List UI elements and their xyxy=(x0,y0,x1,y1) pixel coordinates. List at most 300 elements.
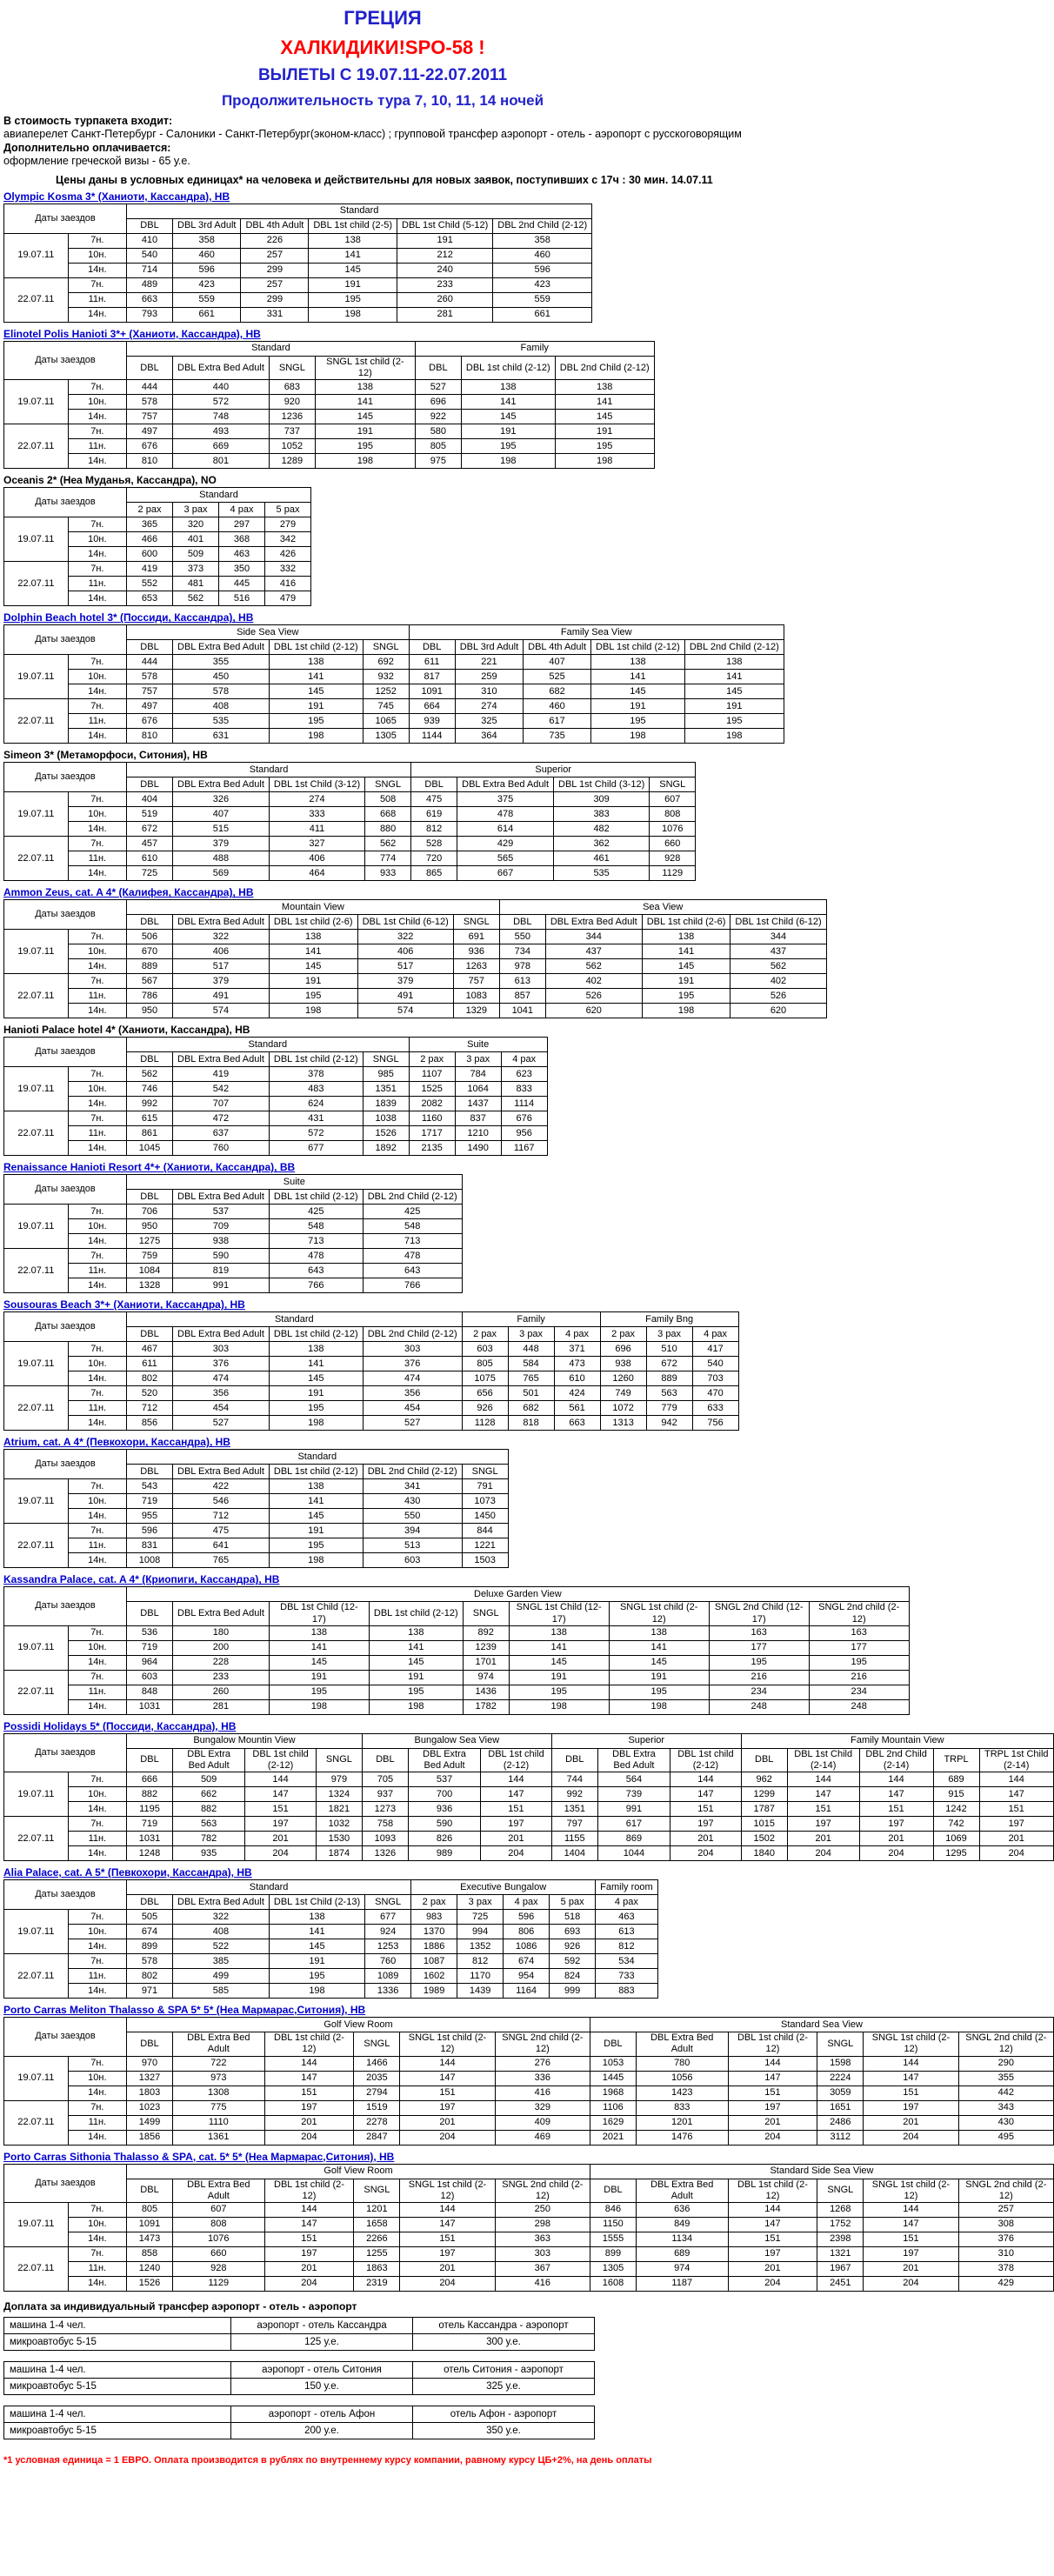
price-value: 2398 xyxy=(817,2232,864,2246)
price-value: 1821 xyxy=(316,1802,362,1817)
nights-count: 7н. xyxy=(68,1067,126,1082)
price-value: 376 xyxy=(363,1357,462,1371)
price-value: 676 xyxy=(501,1111,547,1126)
price-value: 1044 xyxy=(597,1846,670,1861)
dates-column-header: Даты заездов xyxy=(4,204,127,234)
hotel-title-link[interactable]: Porto Carras Meliton Thalasso & SPA 5* 5* (Неа Мармарас,Ситония), НВ xyxy=(3,2004,366,2017)
hotel-price-table xyxy=(3,1037,548,1156)
room-category-header: Family xyxy=(462,1312,600,1327)
price-value: 454 xyxy=(363,1401,462,1416)
rate-column-header: 2 pax xyxy=(600,1327,646,1342)
room-category-header: Mountain View xyxy=(127,900,500,915)
price-value: 1466 xyxy=(354,2056,400,2071)
price-value: 766 xyxy=(363,1278,462,1293)
checkin-date: 19.07.11 xyxy=(4,380,69,424)
checkin-date: 19.07.11 xyxy=(4,2056,69,2100)
nights-count: 7н. xyxy=(68,699,126,714)
price-value: 303 xyxy=(173,1342,270,1357)
price-value: 607 xyxy=(650,792,696,807)
rate-column-header: DBL 1st Child (6-12) xyxy=(730,915,826,930)
nights-count: 10н. xyxy=(68,1357,126,1371)
nights-count: 11н. xyxy=(68,989,126,1004)
price-value: 138 xyxy=(269,655,363,670)
price-value: 138 xyxy=(609,1625,709,1640)
price-value: 1503 xyxy=(462,1553,508,1568)
price-value: 191 xyxy=(555,424,654,439)
price-value: 491 xyxy=(173,989,270,1004)
price-value: 195 xyxy=(591,714,685,729)
price-value: 1031 xyxy=(127,1699,173,1714)
price-value: 810 xyxy=(127,454,173,469)
price-value: 144 xyxy=(859,1772,933,1787)
price-value: 204 xyxy=(728,2276,817,2291)
price-value: 1073 xyxy=(462,1494,508,1509)
nights-count: 10н. xyxy=(68,1494,126,1509)
price-value: 138 xyxy=(555,380,654,395)
price-value: 592 xyxy=(550,1954,596,1969)
price-value: 144 xyxy=(264,2202,354,2217)
room-category-header: Suite xyxy=(127,1175,463,1190)
price-value: 703 xyxy=(692,1371,738,1386)
price-value: 144 xyxy=(787,1772,859,1787)
price-value: 806 xyxy=(504,1925,550,1939)
rate-column-header: DBL 1st child (2-6) xyxy=(269,915,357,930)
hotel-price-table xyxy=(3,487,311,606)
price-value: 195 xyxy=(684,714,784,729)
price-value: 1252 xyxy=(363,684,409,699)
includes-label: В стоимость турпакета входит: xyxy=(3,115,173,127)
price-value: 1114 xyxy=(501,1097,547,1111)
price-value: 425 xyxy=(363,1205,462,1219)
extra-pay-label: Дополнительно оплачивается: xyxy=(3,142,171,154)
price-value: 1253 xyxy=(365,1939,411,1954)
price-value: 144 xyxy=(728,2056,817,2071)
vehicle-car-label: машина 1-4 чел. xyxy=(4,2406,231,2422)
price-value: 590 xyxy=(173,1249,270,1264)
price-value: 2794 xyxy=(354,2085,400,2100)
price-value: 791 xyxy=(462,1479,508,1494)
price-value: 1052 xyxy=(269,439,315,454)
rate-column-header: DBL xyxy=(127,915,173,930)
hotel-title-link[interactable]: Atrium, cat. A 4* (Певкохори, Кассандра), НВ xyxy=(3,1436,230,1449)
price-value: 1248 xyxy=(127,1846,173,1861)
price-value: 406 xyxy=(173,944,270,959)
price-value: 402 xyxy=(545,974,642,989)
price-value: 674 xyxy=(127,1925,173,1939)
price-value: 147 xyxy=(859,1787,933,1802)
price-value: 540 xyxy=(692,1357,738,1371)
price-value: 942 xyxy=(646,1416,692,1431)
price-value: 1404 xyxy=(551,1846,597,1861)
price-value: 1305 xyxy=(363,729,409,744)
price-value: 151 xyxy=(979,1802,1054,1817)
price-value: 419 xyxy=(173,1067,270,1082)
price-value: 817 xyxy=(409,670,455,684)
price-value: 151 xyxy=(264,2232,354,2246)
room-category-header: Standard xyxy=(127,342,416,357)
price-value: 672 xyxy=(127,822,173,837)
price-value: 138 xyxy=(269,1910,364,1925)
hotel-title-link[interactable]: Alia Palace, cat. A 5* (Певкохори, Кассандра), НВ xyxy=(3,1866,252,1879)
price-value: 674 xyxy=(504,1954,550,1969)
price-value: 1526 xyxy=(363,1126,409,1141)
rate-column-header: SNGL 1st Child (12-17) xyxy=(509,1602,609,1625)
price-value: 1240 xyxy=(127,2261,173,2276)
price-value: 145 xyxy=(509,1655,609,1670)
price-value: 805 xyxy=(415,439,461,454)
price-value: 1701 xyxy=(463,1655,509,1670)
price-value: 749 xyxy=(600,1386,646,1401)
price-value: 775 xyxy=(173,2100,265,2115)
rate-column-header: DBL xyxy=(127,1190,173,1205)
price-value: 195 xyxy=(461,439,555,454)
hotel-title-link[interactable]: Ammon Zeus, cat. A 4* (Калифея, Кассандра), НВ xyxy=(3,886,254,899)
price-value: 138 xyxy=(269,930,357,944)
price-value: 713 xyxy=(363,1234,462,1249)
price-value: 257 xyxy=(958,2202,1053,2217)
price-value: 693 xyxy=(550,1925,596,1939)
price-value: 138 xyxy=(591,655,685,670)
price-value: 515 xyxy=(173,822,270,837)
rate-column-header: DBL xyxy=(741,1748,787,1772)
nights-count: 11н. xyxy=(68,577,126,591)
rate-column-header: 5 pax xyxy=(550,1895,596,1910)
rate-column-header: 4 pax xyxy=(501,1052,547,1067)
currency-footnote: *1 условная единица = 1 ЕВРО. Оплата производится в рублях по внутреннему курсу компании, равному курсу ЦБ+2%, на день оплаты xyxy=(3,2454,652,2466)
price-value: 2035 xyxy=(354,2071,400,2085)
price-value: 138 xyxy=(315,380,415,395)
price-value: 1289 xyxy=(269,454,315,469)
price-value: 833 xyxy=(501,1082,547,1097)
price-value: 470 xyxy=(692,1386,738,1401)
price-value: 1658 xyxy=(354,2217,400,2232)
rate-column-header: SNGL xyxy=(463,1602,509,1625)
hotel-title-link[interactable]: Renaissance Hanioti Resort 4*+ (Ханиоти, Кассандра), ВВ xyxy=(3,1161,296,1174)
price-value: 526 xyxy=(730,989,826,1004)
price-value: 765 xyxy=(173,1553,270,1568)
room-category-header: Deluxe Garden View xyxy=(127,1587,910,1602)
rate-column-header: DBL 3rd Adult xyxy=(455,640,523,655)
price-value: 691 xyxy=(453,930,499,944)
price-value: 637 xyxy=(173,1126,270,1141)
price-value: 191 xyxy=(509,1670,609,1685)
price-value: 1129 xyxy=(173,2276,265,2291)
checkin-date: 22.07.11 xyxy=(4,1670,69,1714)
price-value: 808 xyxy=(173,2217,265,2232)
price-value: 257 xyxy=(241,249,309,264)
price-value: 147 xyxy=(864,2217,958,2232)
price-value: 204 xyxy=(400,2130,495,2145)
price-value: 198 xyxy=(315,454,415,469)
price-value: 613 xyxy=(596,1925,658,1939)
price-value: 527 xyxy=(363,1416,462,1431)
price-value: 1967 xyxy=(817,2261,864,2276)
price-value: 812 xyxy=(596,1939,658,1954)
rate-column-header: 2 pax xyxy=(462,1327,508,1342)
price-value: 141 xyxy=(315,395,415,410)
price-value: 201 xyxy=(728,2115,817,2130)
price-value: 416 xyxy=(265,577,311,591)
price-value: 489 xyxy=(127,278,173,293)
nights-count: 7н. xyxy=(68,562,126,577)
price-value: 145 xyxy=(269,1939,364,1954)
rate-column-header: DBL Extra Bed Adult xyxy=(173,2179,265,2202)
hotel-price-table xyxy=(3,204,592,323)
price-value: 643 xyxy=(269,1264,363,1278)
price-value: 1065 xyxy=(363,714,409,729)
price-value: 488 xyxy=(173,851,270,866)
price-value: 950 xyxy=(127,1004,173,1018)
price-value: 1856 xyxy=(127,2130,173,2145)
price-value: 1352 xyxy=(457,1939,504,1954)
price-value: 670 xyxy=(127,944,173,959)
price-value: 765 xyxy=(508,1371,554,1386)
rate-column-header: DBL 1st Child (5-12) xyxy=(397,219,493,234)
price-value: 379 xyxy=(173,837,270,851)
rate-column-header: DBL xyxy=(127,2032,173,2056)
price-value: 430 xyxy=(363,1494,462,1509)
price-value: 141 xyxy=(461,395,555,410)
price-value: 201 xyxy=(245,1832,317,1846)
price-value: 448 xyxy=(508,1342,554,1357)
price-value: 517 xyxy=(173,959,270,974)
price-value: 1525 xyxy=(409,1082,455,1097)
price-value: 1321 xyxy=(817,2246,864,2261)
price-value: 682 xyxy=(524,684,591,699)
checkin-date: 22.07.11 xyxy=(4,562,69,606)
price-value: 991 xyxy=(173,1278,270,1293)
price-value: 805 xyxy=(462,1357,508,1371)
rate-column-header: SNGL xyxy=(453,915,499,930)
price-value: 1351 xyxy=(363,1082,409,1097)
title-promo-spo: ХАЛКИДИКИ!SPO-58 ! xyxy=(280,37,485,58)
nights-count: 14н. xyxy=(68,2130,126,2145)
price-value: 1221 xyxy=(462,1538,508,1553)
price-value: 882 xyxy=(173,1802,245,1817)
rate-column-header: SNGL xyxy=(650,777,696,792)
rate-column-header: DBL Extra Bed Adult xyxy=(173,640,270,655)
rate-column-header: DBL 2nd Child (2-12) xyxy=(363,1465,462,1479)
price-value: 550 xyxy=(363,1509,462,1524)
rate-column-header: SNGL xyxy=(817,2179,864,2202)
hotel-price-table xyxy=(3,1311,739,1431)
price-value: 849 xyxy=(636,2217,728,2232)
nights-count: 7н. xyxy=(68,930,126,944)
price-value: 358 xyxy=(493,234,592,249)
price-value: 344 xyxy=(730,930,826,944)
price-value: 141 xyxy=(309,249,397,264)
price-value: 1874 xyxy=(316,1846,362,1861)
price-value: 526 xyxy=(545,989,642,1004)
price-value: 233 xyxy=(173,1670,270,1685)
nights-count: 14н. xyxy=(68,1278,126,1293)
checkin-date: 19.07.11 xyxy=(4,1625,69,1670)
hotel-price-table xyxy=(3,1174,463,1293)
hotel-title-link[interactable]: Dolphin Beach hotel 3* (Поссиди, Кассандра), НВ xyxy=(3,611,254,624)
price-value: 1087 xyxy=(411,1954,457,1969)
price-value: 542 xyxy=(173,1082,270,1097)
hotel-title-link[interactable]: Possidi Holidays 5* (Поссиди, Кассандра), НВ xyxy=(3,1719,237,1732)
rate-column-header: SNGL 2nd child (2-12) xyxy=(495,2032,590,2056)
price-value: 417 xyxy=(692,1342,738,1357)
hotel-title-link[interactable]: Elinotel Polis Hanioti 3*+ (Ханиоти, Кассандра), НВ xyxy=(3,328,261,340)
hotel-price-table xyxy=(3,2164,1054,2292)
price-value: 402 xyxy=(730,974,826,989)
rate-column-header: SNGL xyxy=(817,2032,864,2056)
rate-column-header: SNGL xyxy=(354,2179,400,2202)
rate-column-header: SNGL xyxy=(316,1748,362,1772)
price-value: 546 xyxy=(173,1494,270,1509)
price-value: 198 xyxy=(269,729,363,744)
nights-count: 7н. xyxy=(68,380,126,395)
price-value: 408 xyxy=(173,699,270,714)
price-value: 1423 xyxy=(636,2085,728,2100)
rate-column-header: DBL 1st Child (2-14) xyxy=(787,1748,859,1772)
price-value: 510 xyxy=(646,1342,692,1357)
hotel-title-link[interactable]: Kassandra Palace, cat. A 4* (Криопиги, Кассандра), НВ xyxy=(3,1573,280,1586)
price-value: 748 xyxy=(173,410,270,424)
rate-column-header: 3 pax xyxy=(173,503,219,517)
price-value: 739 xyxy=(597,1787,670,1802)
price-value: 191 xyxy=(269,1386,363,1401)
price-value: 1787 xyxy=(741,1802,787,1817)
price-value: 928 xyxy=(173,2261,265,2276)
nights-count: 7н. xyxy=(68,2056,126,2071)
price-value: 151 xyxy=(670,1802,742,1817)
rate-column-header: DBL xyxy=(499,915,545,930)
price-value: 355 xyxy=(173,655,270,670)
price-value: 1053 xyxy=(590,2056,636,2071)
price-value: 145 xyxy=(269,1509,363,1524)
transfer-price-car: 200 у.е. xyxy=(231,2422,413,2439)
rate-column-header: DBL Extra Bed Adult xyxy=(173,1052,270,1067)
price-value: 1268 xyxy=(817,2202,864,2217)
checkin-date: 19.07.11 xyxy=(4,1067,69,1111)
price-value: 191 xyxy=(397,234,493,249)
rate-column-header: DBL 1st Child (2-13) xyxy=(269,1895,364,1910)
rate-column-header: DBL Extra Bed Adult xyxy=(597,1748,670,1772)
price-value: 356 xyxy=(363,1386,462,1401)
nights-count: 10н. xyxy=(68,807,126,822)
price-value: 310 xyxy=(958,2246,1053,2261)
price-value: 802 xyxy=(127,1371,173,1386)
rate-column-header: 5 pax xyxy=(265,503,311,517)
hotel-price-tables xyxy=(0,190,1054,2292)
checkin-date: 19.07.11 xyxy=(4,234,69,278)
rate-column-header: SNGL xyxy=(354,2032,400,2056)
nights-count: 14н. xyxy=(68,308,126,323)
price-value: 937 xyxy=(362,1787,408,1802)
price-value: 676 xyxy=(127,439,173,454)
room-category-header: Family Sea View xyxy=(409,625,784,640)
price-value: 1008 xyxy=(127,1553,173,1568)
nights-count: 14н. xyxy=(68,1234,126,1249)
price-value: 151 xyxy=(481,1802,552,1817)
price-value: 147 xyxy=(728,2071,817,2085)
rate-column-header: DBL 1st Child (3-12) xyxy=(554,777,650,792)
price-value: 662 xyxy=(173,1787,245,1802)
price-value: 365 xyxy=(127,517,173,532)
hotel-price-table xyxy=(3,1586,910,1714)
nights-count: 11н. xyxy=(68,439,126,454)
price-value: 1134 xyxy=(636,2232,728,2246)
hotel-title-link[interactable]: Sousouras Beach 3*+ (Ханиоти, Кассандра), НВ xyxy=(3,1298,245,1311)
nights-count: 14н. xyxy=(68,729,126,744)
price-value: 478 xyxy=(457,807,554,822)
price-value: 975 xyxy=(415,454,461,469)
price-value: 327 xyxy=(269,837,364,851)
room-category-header: Standard xyxy=(127,1038,410,1052)
price-value: 1144 xyxy=(409,729,455,744)
price-value: 1717 xyxy=(409,1126,455,1141)
price-value: 1295 xyxy=(933,1846,979,1861)
hotel-title-link[interactable]: Porto Carras Sithonia Thalasso & SPA, cat. 5* 5* (Неа Мармарас,Ситония), НВ xyxy=(3,2150,395,2163)
rate-column-header: 4 pax xyxy=(692,1327,738,1342)
hotel-price-table xyxy=(3,1733,1054,1861)
price-value: 677 xyxy=(365,1910,411,1925)
price-value: 426 xyxy=(265,547,311,562)
transfer-price-minibus: 300 у.е. xyxy=(413,2333,595,2350)
price-value: 2082 xyxy=(409,1097,455,1111)
rate-column-header: 4 pax xyxy=(219,503,265,517)
price-value: 460 xyxy=(173,249,241,264)
price-value: 197 xyxy=(979,1817,1054,1832)
rate-column-header: SNGL 2nd child (2-12) xyxy=(958,2032,1053,2056)
price-value: 562 xyxy=(365,837,411,851)
room-category-header: Family xyxy=(415,342,654,357)
package-info xyxy=(0,115,1054,167)
price-value: 924 xyxy=(365,1925,411,1939)
price-value: 191 xyxy=(642,974,730,989)
price-value: 550 xyxy=(499,930,545,944)
price-value: 619 xyxy=(411,807,457,822)
price-value: 780 xyxy=(636,2056,728,2071)
price-value: 1255 xyxy=(354,2246,400,2261)
price-value: 474 xyxy=(173,1371,270,1386)
price-value: 936 xyxy=(453,944,499,959)
price-value: 322 xyxy=(173,1910,270,1925)
price-value: 1242 xyxy=(933,1802,979,1817)
price-value: 509 xyxy=(173,547,219,562)
room-category-header: Side Sea View xyxy=(127,625,410,640)
price-value: 419 xyxy=(127,562,173,577)
price-value: 356 xyxy=(173,1386,270,1401)
nights-count: 7н. xyxy=(68,1954,126,1969)
nights-count: 14н. xyxy=(68,1655,126,1670)
price-value: 2135 xyxy=(409,1141,455,1156)
checkin-date: 22.07.11 xyxy=(4,1817,69,1861)
hotel-title-link[interactable]: Olympic Kosma 3* (Ханиоти, Кассандра), НВ xyxy=(3,190,230,203)
price-value: 1608 xyxy=(590,2276,636,2291)
price-value: 535 xyxy=(554,866,650,881)
price-value: 466 xyxy=(127,532,173,547)
price-value: 935 xyxy=(173,1846,245,1861)
rate-column-header: DBL xyxy=(127,640,173,655)
price-value: 411 xyxy=(269,822,364,837)
price-value: 195 xyxy=(269,989,357,1004)
price-value: 373 xyxy=(173,562,219,577)
checkin-date: 22.07.11 xyxy=(4,278,69,323)
checkin-date: 19.07.11 xyxy=(4,517,69,562)
price-value: 518 xyxy=(550,1910,596,1925)
price-value: 151 xyxy=(859,1802,933,1817)
price-value: 195 xyxy=(555,439,654,454)
checkin-date: 22.07.11 xyxy=(4,1954,69,1999)
price-value: 1084 xyxy=(127,1264,173,1278)
price-value: 641 xyxy=(173,1538,270,1553)
price-value: 1602 xyxy=(411,1969,457,1984)
price-value: 831 xyxy=(127,1538,173,1553)
